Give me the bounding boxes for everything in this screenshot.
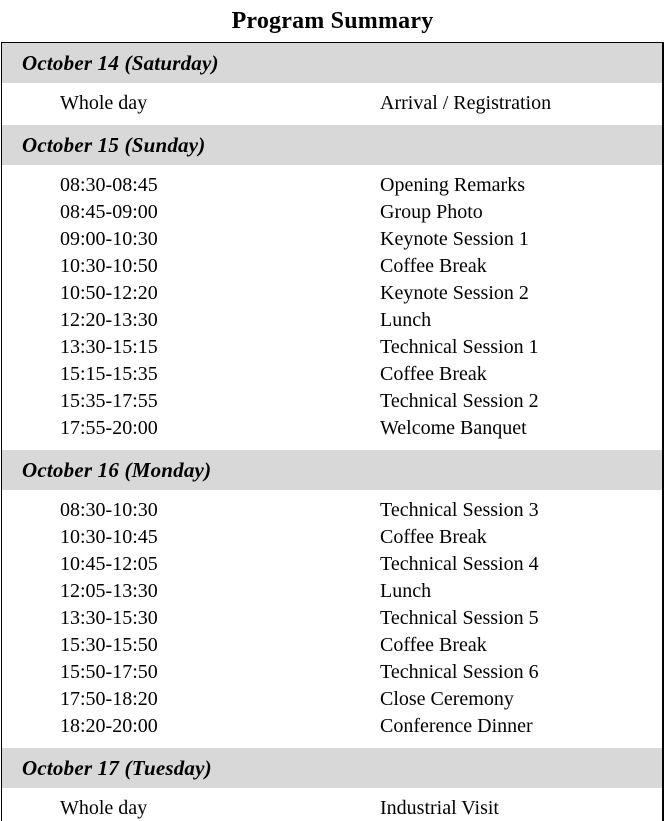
section-header: October 15 (Sunday) xyxy=(2,125,662,165)
schedule-row xyxy=(2,686,662,713)
row-time: 15:50-17:50 xyxy=(60,661,158,683)
row-time: 09:00-10:30 xyxy=(60,228,158,250)
section-rows xyxy=(2,165,662,450)
row-time: 12:05-13:30 xyxy=(60,580,158,602)
row-event: Arrival / Registration xyxy=(380,92,552,114)
page-title: Program Summary xyxy=(231,8,434,34)
row-event: Coffee Break xyxy=(380,526,487,548)
row-event: Group Photo xyxy=(380,201,483,223)
row-time: 10:50-12:20 xyxy=(60,282,158,304)
row-event: Technical Session 2 xyxy=(380,390,539,412)
row-time: Whole day xyxy=(60,92,148,114)
row-time: 13:30-15:30 xyxy=(60,607,158,629)
row-time: 15:35-17:55 xyxy=(60,390,158,412)
schedule-row xyxy=(2,172,662,199)
program-table xyxy=(1,42,664,821)
schedule-row xyxy=(2,524,662,551)
section-rows xyxy=(2,83,662,125)
schedule-row xyxy=(2,334,662,361)
schedule-row xyxy=(2,659,662,686)
row-time: 10:30-10:45 xyxy=(60,526,158,548)
row-event: Lunch xyxy=(380,309,432,331)
schedule-row xyxy=(2,605,662,632)
row-event: Lunch xyxy=(380,580,432,602)
row-event: Technical Session 4 xyxy=(380,553,539,575)
row-event: Coffee Break xyxy=(380,634,487,656)
row-time: 08:45-09:00 xyxy=(60,201,158,223)
row-event: Keynote Session 1 xyxy=(380,228,529,250)
schedule-row xyxy=(2,307,662,334)
schedule-row xyxy=(2,226,662,253)
row-time: 10:45-12:05 xyxy=(60,553,158,575)
schedule-row xyxy=(2,280,662,307)
row-time: 15:15-15:35 xyxy=(60,363,158,385)
row-time: 17:50-18:20 xyxy=(60,688,158,710)
row-event: Opening Remarks xyxy=(380,174,525,196)
section-header: October 14 (Saturday) xyxy=(2,43,662,83)
row-event: Close Ceremony xyxy=(380,688,514,710)
row-time: 17:55-20:00 xyxy=(60,417,158,439)
schedule-row xyxy=(2,578,662,605)
row-event: Technical Session 6 xyxy=(380,661,539,683)
row-event: Conference Dinner xyxy=(380,715,533,737)
row-time: 13:30-15:15 xyxy=(60,336,158,358)
section-rows xyxy=(2,490,662,748)
row-event: Welcome Banquet xyxy=(380,417,527,439)
section-rows xyxy=(2,788,662,821)
row-event: Technical Session 1 xyxy=(380,336,539,358)
row-event: Technical Session 3 xyxy=(380,499,539,521)
row-time: 08:30-10:30 xyxy=(60,499,158,521)
row-event: Industrial Visit xyxy=(380,797,499,819)
schedule-row xyxy=(2,388,662,415)
schedule-row xyxy=(2,795,662,821)
section-header: October 17 (Tuesday) xyxy=(2,748,662,788)
row-time: 15:30-15:50 xyxy=(60,634,158,656)
schedule-row xyxy=(2,199,662,226)
schedule-row xyxy=(2,497,662,524)
row-event: Coffee Break xyxy=(380,363,487,385)
schedule-row xyxy=(2,253,662,280)
row-time: Whole day xyxy=(60,797,148,819)
schedule-row xyxy=(2,415,662,442)
row-time: 12:20-13:30 xyxy=(60,309,158,331)
schedule-row xyxy=(2,713,662,740)
row-event: Keynote Session 2 xyxy=(380,282,529,304)
row-event: Technical Session 5 xyxy=(380,607,539,629)
row-time: 18:20-20:00 xyxy=(60,715,158,737)
row-time: 08:30-08:45 xyxy=(60,174,158,196)
schedule-row xyxy=(2,551,662,578)
schedule-row xyxy=(2,361,662,388)
row-event: Coffee Break xyxy=(380,255,487,277)
row-time: 10:30-10:50 xyxy=(60,255,158,277)
schedule-row xyxy=(2,90,662,117)
section-header: October 16 (Monday) xyxy=(2,450,662,490)
schedule-row xyxy=(2,632,662,659)
